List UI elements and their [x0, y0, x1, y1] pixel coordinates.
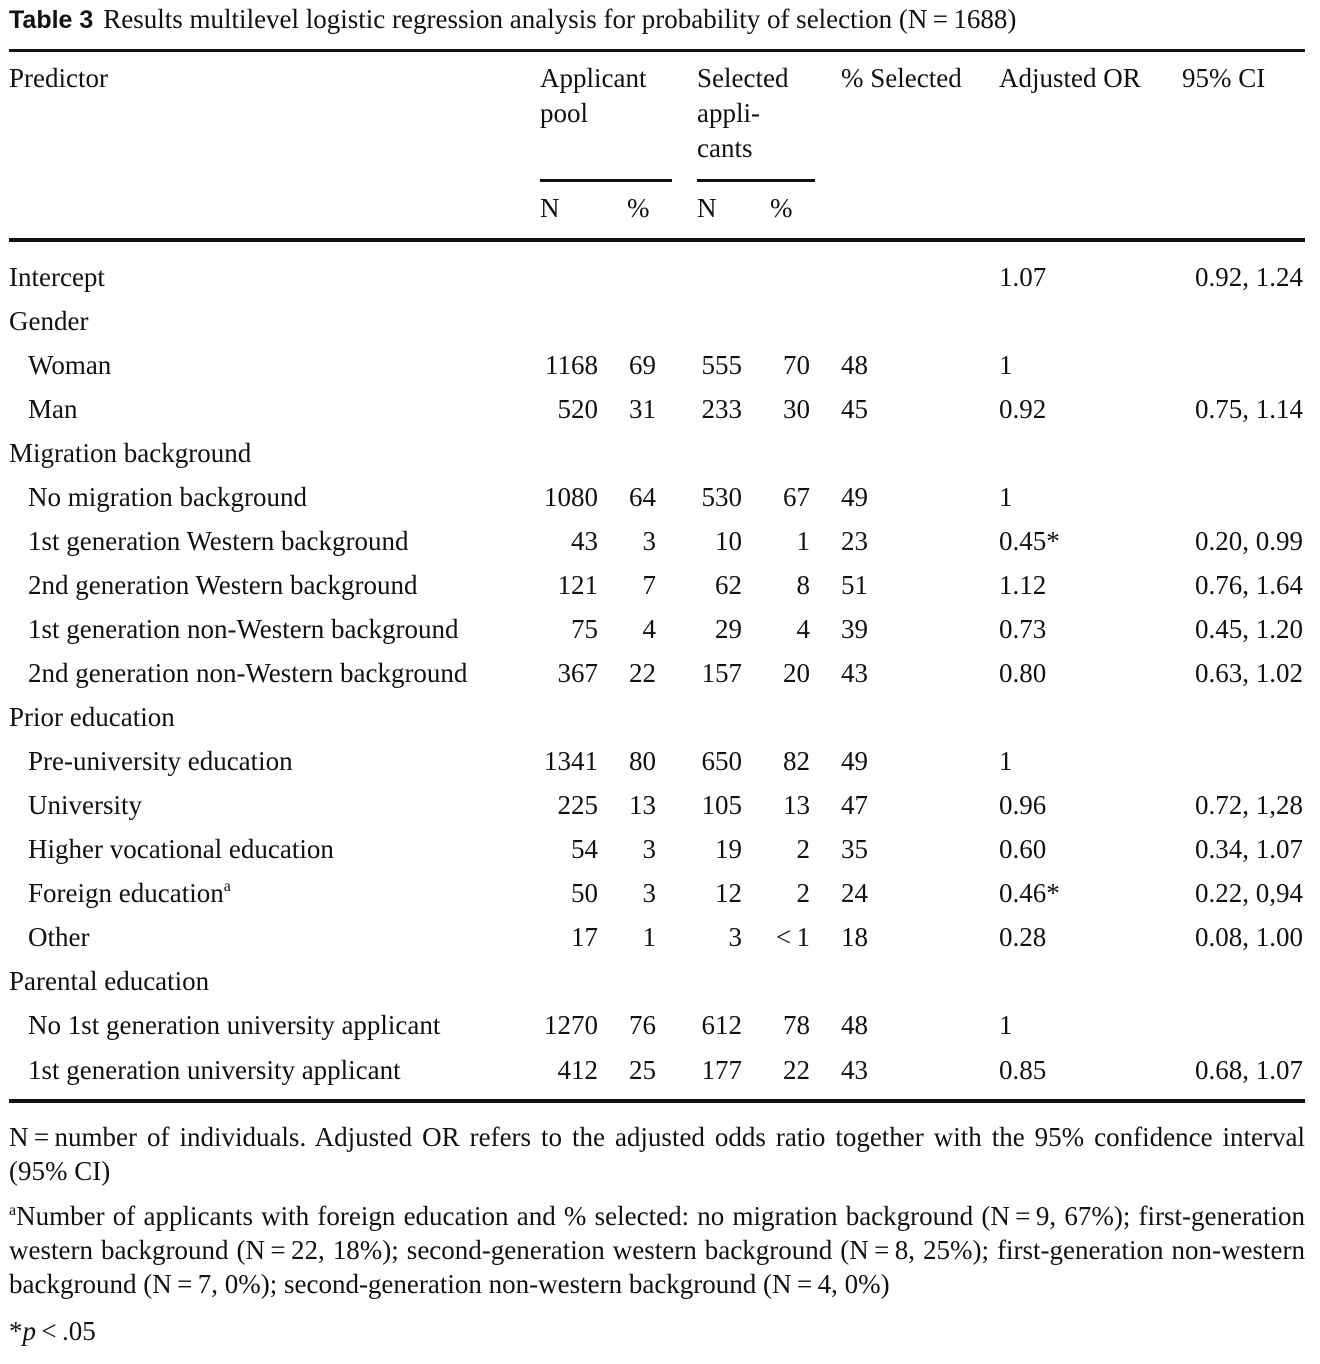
adjusted-or-cell: 0.46*	[999, 878, 1060, 908]
pool-pct-cell: 13	[629, 790, 656, 820]
pool-n-cell: 50	[571, 878, 598, 908]
ci-cell: 0.63, 1.02	[1195, 658, 1303, 688]
sel-pct-cell: 30	[783, 394, 810, 424]
pct-selected-cell: 51	[841, 570, 868, 600]
row-label	[28, 917, 89, 957]
row-label-text: 1st generation university applicant	[28, 1055, 401, 1085]
pool-pct-cell: 69	[629, 350, 656, 380]
row-label	[28, 521, 408, 561]
row-label	[28, 609, 458, 649]
row-label-text: 2nd generation non-Western background	[28, 658, 468, 688]
table-row	[0, 873, 1320, 913]
adjusted-or-cell: 1	[999, 746, 1013, 776]
table-group-row	[0, 257, 1320, 297]
row-label	[28, 565, 417, 605]
header-applicant-pool-line1: Applicant	[540, 63, 647, 93]
row-label	[28, 873, 231, 913]
sel-n-cell: 157	[701, 658, 742, 688]
ci-cell: 0.34, 1.07	[1195, 834, 1303, 864]
significance-asterisk: *	[9, 1316, 23, 1346]
sel-n-cell: 650	[701, 746, 742, 776]
pool-n-cell: 225	[557, 790, 598, 820]
top-rule	[9, 49, 1305, 52]
ci-cell: 0.76, 1.64	[1195, 570, 1303, 600]
table-row	[0, 1050, 1320, 1090]
table-title: Results multilevel logistic regression analysis for probability of selection (N = 1688)	[103, 4, 1017, 34]
ci-cell: 0.08, 1.00	[1195, 922, 1303, 952]
pool-n-cell: 43	[571, 526, 598, 556]
pool-n-cell: 75	[571, 614, 598, 644]
sel-pct-cell: 2	[796, 878, 810, 908]
header-pct-selected: % Selected	[841, 63, 962, 93]
sel-n-cell: 29	[715, 614, 742, 644]
sel-pct-cell: 13	[783, 790, 810, 820]
sel-pct-cell: 2	[796, 834, 810, 864]
adjusted-or-cell: 0.28	[999, 922, 1047, 952]
row-label	[9, 257, 105, 297]
sel-pct-cell: 78	[783, 1010, 810, 1040]
table-row	[0, 741, 1320, 781]
pool-pct-cell: 64	[629, 482, 656, 512]
sel-n-cell: 177	[701, 1055, 742, 1085]
row-label-text: Woman	[28, 350, 112, 380]
row-label-text: 1st generation Western background	[28, 526, 409, 556]
row-label	[28, 345, 111, 385]
pct-selected-cell: 47	[841, 790, 868, 820]
table-row	[0, 345, 1320, 385]
ci-cell: 0.22, 0,94	[1195, 878, 1303, 908]
row-label-text: Parental education	[9, 966, 210, 996]
pct-selected-cell: 23	[841, 526, 868, 556]
pool-n-cell: 1270	[544, 1010, 598, 1040]
table-row	[0, 653, 1320, 693]
header-predictor: Predictor	[9, 63, 108, 93]
sel-pct-cell: 67	[783, 482, 810, 512]
sel-n-cell: 530	[701, 482, 742, 512]
sel-pct-cell: 20	[783, 658, 810, 688]
pool-pct-cell: 3	[642, 878, 656, 908]
header-pool-pct: %	[627, 193, 650, 223]
adjusted-or-cell: 0.45*	[999, 526, 1060, 556]
applicant-pool-subrule	[540, 179, 672, 182]
note-n-definition: N = number of individuals. Adjusted OR refers to the adjusted odds ratio together with the 95% confidence interval (95% CI)	[9, 1122, 1305, 1186]
significance-threshold: < .05	[36, 1316, 96, 1346]
pool-pct-cell: 22	[629, 658, 656, 688]
pool-n-cell: 1341	[544, 746, 598, 776]
row-label-text: Gender	[9, 306, 89, 336]
sel-n-cell: 105	[701, 790, 742, 820]
pool-pct-cell: 1	[642, 922, 656, 952]
significance-note	[9, 1314, 1305, 1348]
table-group-row	[0, 301, 1320, 341]
sel-n-cell: 12	[715, 878, 742, 908]
sel-n-cell: 19	[715, 834, 742, 864]
footnote-marker: a	[9, 1202, 17, 1219]
adjusted-or-cell: 0.85	[999, 1055, 1047, 1085]
adjusted-or-cell: 0.92	[999, 394, 1047, 424]
pool-pct-cell: 3	[642, 834, 656, 864]
row-label	[28, 1005, 440, 1045]
row-label	[28, 477, 307, 517]
pct-selected-cell: 39	[841, 614, 868, 644]
header-pool-n: N	[540, 193, 560, 223]
sel-n-cell: 612	[701, 1010, 742, 1040]
row-label	[9, 697, 175, 737]
row-label	[9, 961, 209, 1001]
table-group-row	[0, 697, 1320, 737]
table-row	[0, 477, 1320, 517]
header-rule	[9, 238, 1305, 242]
adjusted-or-cell: 0.60	[999, 834, 1047, 864]
table-row	[0, 1005, 1320, 1045]
row-label-text: Migration background	[9, 438, 252, 468]
pct-selected-cell: 43	[841, 658, 868, 688]
sel-n-cell: 3	[728, 922, 742, 952]
header-ci: 95% CI	[1182, 63, 1266, 93]
row-label	[9, 433, 251, 473]
pool-pct-cell: 80	[629, 746, 656, 776]
header-selected-line3: cants	[697, 133, 753, 163]
row-label	[28, 389, 78, 429]
adjusted-or-cell: 0.73	[999, 614, 1047, 644]
header-selected-line1: Selected	[697, 63, 789, 93]
sel-pct-cell: 70	[783, 350, 810, 380]
row-label-text: Man	[28, 394, 78, 424]
sel-pct-cell: 22	[783, 1055, 810, 1085]
sel-pct-cell: 82	[783, 746, 810, 776]
pct-selected-cell: 43	[841, 1055, 868, 1085]
row-label-text: Higher vocational education	[28, 834, 334, 864]
table-row	[0, 829, 1320, 869]
header-selected-line2: appli-	[697, 98, 760, 128]
bottom-rule	[9, 1099, 1305, 1103]
table-row	[0, 565, 1320, 605]
pool-n-cell: 412	[557, 1055, 598, 1085]
footnote-a-text: Number of applicants with foreign education and % selected: no migration background (N = 9, 67%); first-generation western background (N = 22, 18%); second-generation western background (N = 8, 25%); first-generation non-western background (N = 7, 0%); second-generation non-western background (N = 4, 0%)	[9, 1201, 1305, 1299]
pool-n-cell: 1168	[545, 350, 598, 380]
row-label-text: University	[28, 790, 142, 820]
row-label	[28, 829, 334, 869]
pct-selected-cell: 48	[841, 1010, 868, 1040]
pct-selected-cell: 18	[841, 922, 868, 952]
pct-selected-cell: 49	[841, 746, 868, 776]
row-label	[28, 785, 142, 825]
pool-n-cell: 367	[557, 658, 598, 688]
row-label-text: Prior education	[9, 702, 175, 732]
pool-n-cell: 1080	[544, 482, 598, 512]
header-sel-n: N	[697, 193, 717, 223]
row-label	[28, 1050, 401, 1090]
pool-n-cell: 17	[571, 922, 598, 952]
table-row	[0, 609, 1320, 649]
adjusted-or-cell: 1	[999, 1010, 1013, 1040]
table-row	[0, 389, 1320, 429]
table-group-row	[0, 433, 1320, 473]
header-sel-pct: %	[770, 193, 793, 223]
adjusted-or-cell: 1	[999, 482, 1013, 512]
row-label	[9, 301, 88, 341]
pool-pct-cell: 25	[629, 1055, 656, 1085]
sel-n-cell: 555	[701, 350, 742, 380]
footnote-ref: a	[223, 878, 231, 895]
pool-n-cell: 121	[557, 570, 598, 600]
adjusted-or-cell: 1	[999, 350, 1013, 380]
table-row	[0, 917, 1320, 957]
row-label-text: Pre-university education	[28, 746, 293, 776]
pct-selected-cell: 24	[841, 878, 868, 908]
pool-pct-cell: 3	[642, 526, 656, 556]
row-label-text: 2nd generation Western background	[28, 570, 418, 600]
sel-n-cell: 10	[715, 526, 742, 556]
row-label	[28, 653, 467, 693]
header-applicant-pool-line2: pool	[540, 98, 589, 128]
sel-pct-cell: 1	[796, 526, 810, 556]
table-caption	[9, 2, 1309, 37]
ci-cell: 0.68, 1.07	[1195, 1055, 1303, 1085]
footnote-a	[9, 1199, 1305, 1301]
ci-cell: 0.45, 1.20	[1195, 614, 1303, 644]
row-label	[28, 741, 293, 781]
significance-p: p	[22, 1316, 36, 1346]
table-label: Table 3	[9, 6, 94, 34]
sel-n-cell: 62	[715, 570, 742, 600]
sel-n-cell: 233	[701, 394, 742, 424]
ci-cell: 0.92, 1.24	[1195, 262, 1303, 292]
ci-cell: 0.20, 0.99	[1195, 526, 1303, 556]
pct-selected-cell: 49	[841, 482, 868, 512]
table-row	[0, 521, 1320, 561]
pool-pct-cell: 31	[629, 394, 656, 424]
sel-pct-cell: 4	[796, 614, 810, 644]
row-label-text: Intercept	[9, 262, 105, 292]
pct-selected-cell: 35	[841, 834, 868, 864]
table-row	[0, 785, 1320, 825]
table-group-row	[0, 961, 1320, 1001]
row-label-text: Foreign education	[28, 878, 224, 908]
header-adjusted-or: Adjusted OR	[999, 63, 1141, 93]
adjusted-or-cell: 0.96	[999, 790, 1047, 820]
sel-pct-cell: < 1	[775, 922, 810, 952]
row-label-text: Other	[28, 922, 90, 952]
ci-cell: 0.72, 1,28	[1195, 790, 1303, 820]
selected-subrule	[697, 179, 815, 182]
pool-pct-cell: 76	[629, 1010, 656, 1040]
pool-n-cell: 54	[571, 834, 598, 864]
pool-pct-cell: 4	[642, 614, 656, 644]
pool-n-cell: 520	[557, 394, 598, 424]
row-label-text: No 1st generation university applicant	[28, 1010, 441, 1040]
pct-selected-cell: 48	[841, 350, 868, 380]
pct-selected-cell: 45	[841, 394, 868, 424]
row-label-text: No migration background	[28, 482, 307, 512]
ci-cell: 0.75, 1.14	[1195, 394, 1303, 424]
adjusted-or-cell: 1.07	[999, 262, 1047, 292]
adjusted-or-cell: 1.12	[999, 570, 1047, 600]
adjusted-or-cell: 0.80	[999, 658, 1047, 688]
sel-pct-cell: 8	[796, 570, 810, 600]
pool-pct-cell: 7	[642, 570, 656, 600]
row-label-text: 1st generation non-Western background	[28, 614, 459, 644]
